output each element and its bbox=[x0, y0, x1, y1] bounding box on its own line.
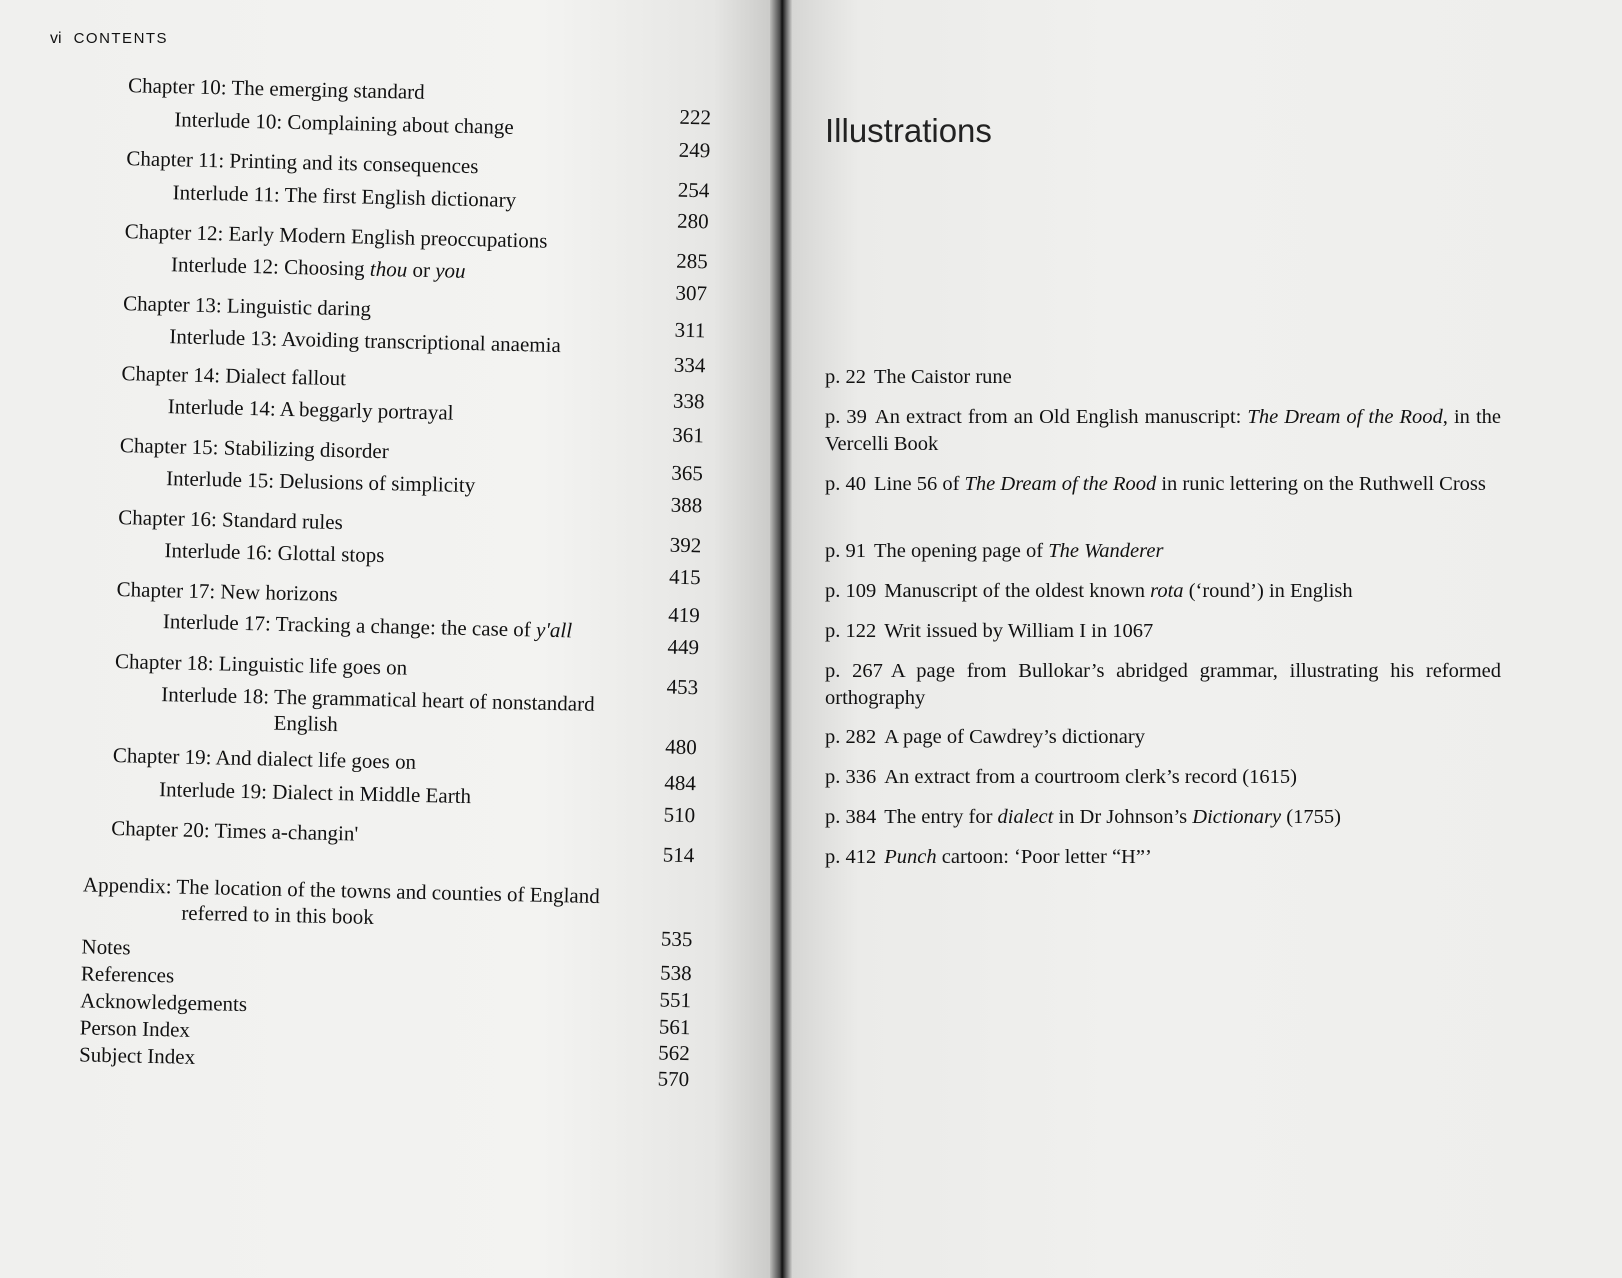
toc-entry-continuation: referred to in this book bbox=[181, 900, 375, 929]
toc-entry: Interlude 10: Complaining about change bbox=[174, 107, 514, 139]
toc-entry: Interlude 13: Avoiding transcriptional anaemia bbox=[169, 324, 562, 358]
toc-page-number: 415 bbox=[668, 564, 701, 590]
toc-page-number: 307 bbox=[675, 280, 708, 306]
toc-page-number: 222 bbox=[679, 104, 712, 130]
toc-entry: Chapter 10: The emerging standard bbox=[127, 73, 425, 104]
toc-page-number: 449 bbox=[667, 634, 700, 660]
toc-entry: Interlude 17: Tracking a change: the case of y'all bbox=[162, 609, 573, 643]
toc-page-number: 419 bbox=[667, 602, 701, 628]
toc-page-number: 280 bbox=[676, 208, 709, 234]
running-head-title: CONTENTS bbox=[73, 30, 169, 47]
toc-page-number: 561 bbox=[658, 1014, 691, 1040]
toc-page-number: 538 bbox=[659, 960, 692, 986]
illustration-entry: p. 22 The Caistor rune bbox=[825, 366, 1012, 388]
toc-entry: Chapter 18: Linguistic life goes on bbox=[114, 649, 408, 680]
illustration-entry: p. 336 An extract from a courtroom clerk’s record (1615) bbox=[825, 766, 1297, 788]
toc-page-number: 392 bbox=[669, 532, 702, 558]
illustration-entry: p. 39 An extract from an Old English manuscript: The Dream of the Rood, in the Vercelli Book bbox=[825, 406, 1501, 455]
toc-page-number: 254 bbox=[677, 177, 710, 203]
toc-entry: Chapter 17: New horizons bbox=[116, 577, 338, 607]
toc-page-number: 311 bbox=[674, 317, 706, 343]
toc-entry: Subject Index bbox=[78, 1042, 196, 1069]
toc-entry: Interlude 19: Dialect in Middle Earth bbox=[158, 777, 472, 809]
toc-entry: Appendix: The location of the towns and counties of England bbox=[82, 872, 601, 909]
toc-page-number: 562 bbox=[658, 1040, 691, 1066]
toc-page-number: 484 bbox=[664, 770, 697, 796]
toc-entry: Chapter 14: Dialect fallout bbox=[121, 361, 347, 391]
toc-page-number: 365 bbox=[671, 460, 704, 486]
toc-entry: Interlude 18: The grammatical heart of nonstandard bbox=[161, 682, 595, 716]
toc-page-number: 480 bbox=[664, 734, 698, 760]
toc-page-number: 570 bbox=[657, 1066, 690, 1092]
illustration-entry: p. 384 The entry for dialect in Dr Johnson’s Dictionary (1755) bbox=[825, 806, 1341, 828]
toc-page-number: 514 bbox=[662, 842, 695, 868]
toc-entry: Interlude 16: Glottal stops bbox=[164, 538, 385, 568]
toc-page-number: 361 bbox=[672, 422, 705, 448]
toc-entry-continuation: English bbox=[273, 710, 339, 737]
illustration-entry: p. 40 Line 56 of The Dream of the Rood in runic lettering on the Ruthwell Cross bbox=[825, 473, 1486, 495]
toc-page-number: 249 bbox=[678, 137, 711, 163]
toc-page-number: 334 bbox=[673, 352, 706, 378]
toc-entry: Interlude 15: Delusions of simplicity bbox=[165, 466, 476, 498]
toc-entry: References bbox=[80, 961, 175, 988]
illustration-entry: p. 267 A page from Bullokar’s abridged grammar, illustrating his reformed orthography bbox=[825, 660, 1501, 709]
page-title: Illustrations bbox=[825, 112, 992, 149]
toc-page-number: 510 bbox=[663, 802, 696, 828]
page-folio: vi bbox=[50, 30, 62, 47]
toc-entry: Interlude 11: The first English dictionary bbox=[172, 180, 517, 213]
illustration-entry: p. 91 The opening page of The Wanderer bbox=[825, 540, 1164, 562]
toc-page-number: 551 bbox=[659, 987, 692, 1013]
book-gutter bbox=[770, 0, 792, 1278]
toc-entry: Chapter 16: Standard rules bbox=[118, 505, 344, 535]
toc-entry: Chapter 13: Linguistic daring bbox=[122, 291, 372, 321]
toc-entry: Chapter 11: Printing and its consequences bbox=[126, 146, 479, 179]
toc-entry: Notes bbox=[81, 934, 131, 960]
toc-page-number: 535 bbox=[660, 926, 693, 952]
left-page bbox=[0, 0, 775, 1278]
toc-entry: Chapter 20: Times a-changin' bbox=[110, 815, 359, 846]
toc-entry: Chapter 19: And dialect life goes on bbox=[112, 743, 417, 774]
illustration-entry: p. 122 Writ issued by William I in 1067 bbox=[825, 620, 1154, 642]
illustration-entry: p. 282 A page of Cawdrey’s dictionary bbox=[825, 726, 1145, 748]
toc-entry: Person Index bbox=[79, 1015, 191, 1042]
toc-page-number: 453 bbox=[666, 674, 699, 700]
illustration-entry: p. 109 Manuscript of the oldest known rota (‘round’) in English bbox=[825, 580, 1353, 602]
toc-page-number: 338 bbox=[672, 388, 705, 414]
toc-entry: Interlude 14: A beggarly portrayal bbox=[167, 394, 454, 425]
toc-entry: Acknowledgements bbox=[80, 988, 248, 1017]
toc-page-number: 285 bbox=[675, 248, 709, 274]
toc-entry: Chapter 12: Early Modern English preoccupations bbox=[124, 219, 548, 253]
toc-page-number: 388 bbox=[670, 492, 703, 518]
toc-entry: Chapter 15: Stabilizing disorder bbox=[119, 433, 390, 464]
table-of-contents bbox=[0, 0, 775, 1278]
toc-entry: Interlude 12: Choosing thou or you bbox=[170, 252, 466, 283]
illustration-entry: p. 412 Punch cartoon: ‘Poor letter “H”’ bbox=[825, 846, 1152, 868]
